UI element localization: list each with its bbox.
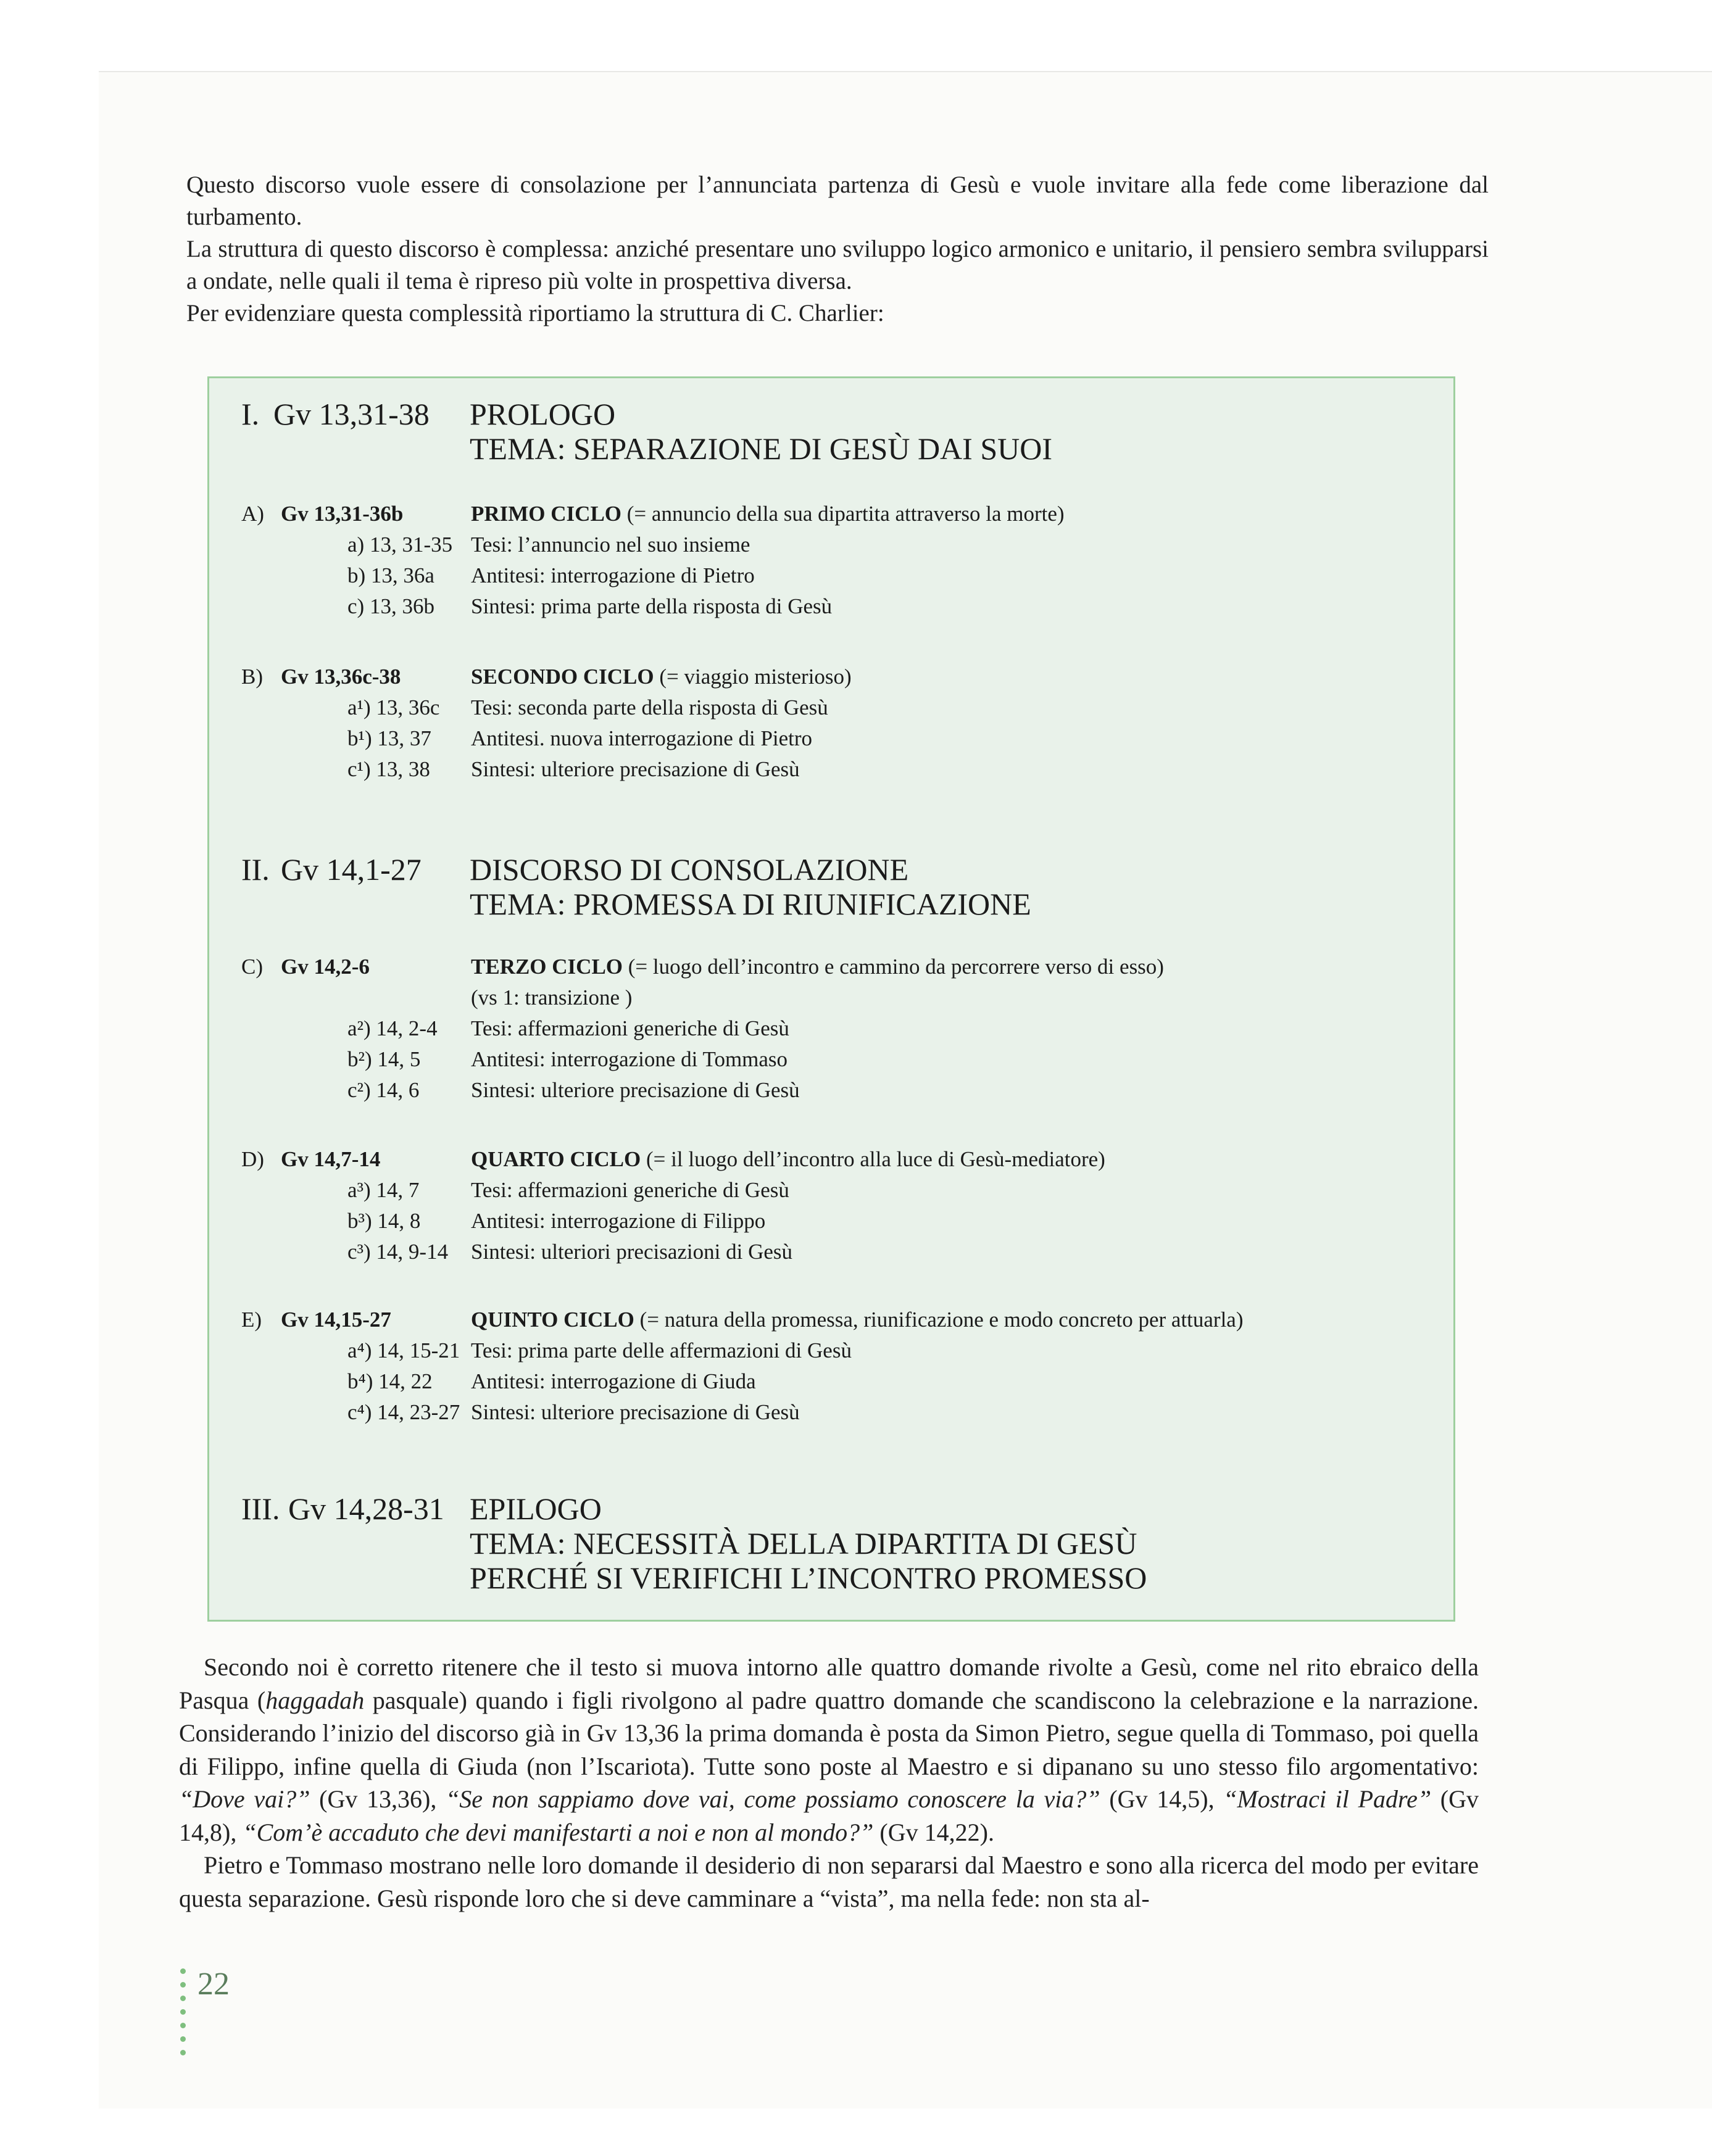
intro-paragraph-3: Per evidenziare questa complessità riportiamo la struttura di C. Charlier: <box>186 300 884 326</box>
cycle-item-text: Sintesi: prima parte della risposta di Gesù <box>471 594 833 618</box>
cycle-item-ref: c¹) 13, 38 <box>347 757 430 781</box>
cycle-item-text: Sintesi: ulteriori precisazioni di Gesù <box>471 1240 793 1264</box>
text-run-italic: haggadah <box>265 1686 365 1714</box>
cycle-desc: (= annuncio della sua dipartita attraverso la morte) <box>626 502 1065 526</box>
cycle-ref: Gv 14,7-14 <box>281 1147 381 1171</box>
section-theme: TEMA: NECESSITÀ DELLA DIPARTITA DI GESÙ <box>470 1526 1137 1561</box>
section-number: II. <box>241 852 270 887</box>
structure-panel <box>207 376 1455 1622</box>
cycle-title: QUINTO CICLO <box>471 1308 634 1332</box>
cycle-item-text: Tesi: affermazioni generiche di Gesù <box>471 1016 789 1040</box>
cycle-item-text: Antitesi: interrogazione di Filippo <box>471 1209 766 1233</box>
section-title: PROLOGO <box>470 397 616 431</box>
cycle-item-text: Tesi: l’annuncio nel suo insieme <box>471 533 750 557</box>
cycle-title: PRIMO CICLO <box>471 502 622 526</box>
dot <box>180 2036 186 2042</box>
cycle-item-text: Antitesi: interrogazione di Tommaso <box>471 1047 788 1071</box>
closing-paragraph-2 <box>179 1849 1479 1915</box>
text-run: Secondo noi è corretto ritenere che il testo si muova intorno alle quattro domande rivolte a Gesù, come nel rito ebraico della Pasqua ( <box>179 1653 1479 1714</box>
cycle-ref: Gv 13,36c-38 <box>281 665 401 689</box>
quote-1: “Dove vai?” <box>179 1785 310 1813</box>
cycle-desc: (= viaggio misterioso) <box>659 665 852 689</box>
closing-text <box>179 1651 1479 1915</box>
cycle-ref: Gv 14,15-27 <box>281 1308 391 1332</box>
cycle-item-text: Antitesi. nuova interrogazione di Pietro <box>471 726 813 750</box>
section-ref: Gv 14,1-27 <box>281 852 422 887</box>
cycle-letter: B) <box>241 665 263 689</box>
cycle-item-ref: b) 13, 36a <box>347 563 434 587</box>
cycle-title: QUARTO CICLO <box>471 1147 641 1171</box>
section-ref: Gv 14,28-31 <box>288 1491 444 1526</box>
cycle-letter: C) <box>241 955 263 979</box>
section-title: DISCORSO DI CONSOLAZIONE <box>470 852 909 887</box>
cycle-item-ref: c³) 14, 9-14 <box>347 1240 449 1264</box>
dot <box>180 1982 186 1988</box>
cycle-title: SECONDO CICLO <box>471 665 654 689</box>
dot <box>180 2050 186 2055</box>
intro-paragraph-1: Questo discorso vuole essere di consolazione per l’annunciata partenza di Gesù e vuole invitare alla fede come liberazione dal turbamento. <box>186 172 1489 230</box>
cycle-item-text: Sintesi: ulteriore precisazione di Gesù <box>471 1078 800 1102</box>
cycle-item-ref: b³) 14, 8 <box>347 1209 421 1233</box>
intro-paragraph-2: La struttura di questo discorso è complessa: anziché presentare uno sviluppo logico armonico e unitario, il pensiero sembra svilupparsi a ondate, nelle quali il tema è ripreso più volte in prospettiva diversa. <box>186 236 1489 294</box>
section-theme-line-2: PERCHÉ SI VERIFICHI L’INCONTRO PROMESSO <box>470 1561 1147 1595</box>
cycle-item-text: Antitesi: interrogazione di Giuda <box>471 1369 756 1393</box>
cycle-item-ref: c⁴) 14, 23-27 <box>347 1400 460 1424</box>
cycle-title: TERZO CICLO <box>471 955 623 979</box>
page-fold <box>99 71 1712 72</box>
cycle-note: (vs 1: transizione ) <box>471 985 633 1010</box>
cycle-item-ref: a³) 14, 7 <box>347 1178 420 1202</box>
cycle-ref: Gv 13,31-36b <box>281 502 404 526</box>
text-run: Pietro e Tommaso mostrano nelle loro domande il desiderio di non separarsi dal Maestro e sono alla ricerca del modo per evitare questa separazione. Gesù risponde loro che si deve camminare a “vista”, ma nella fede: non sta al- <box>179 1851 1479 1912</box>
cycle-item-ref: b⁴) 14, 22 <box>347 1369 433 1393</box>
text-run: pasquale) quando i figli rivolgono al padre quattro domande che scandiscono la celebrazione e la narrazione. Considerando l’inizio del discorso già in Gv 13,36 la prima domanda è posta da Simon Pietro, segue quella di Tommaso, poi quella di Filippo, infine quella di Giuda (non l’Iscariota). Tutte sono poste al Maestro e si dipanano su uno stesso filo argomentativo: <box>179 1686 1479 1780</box>
closing-paragraph-1 <box>179 1651 1479 1849</box>
cycle-item-text: Tesi: affermazioni generiche di Gesù <box>471 1178 789 1202</box>
quote-ref-3: (Gv 14,8), <box>179 1785 1479 1846</box>
cycle-item-ref: a¹) 13, 36c <box>347 695 440 719</box>
page-dots-decoration <box>180 1968 186 2063</box>
cycle-item-ref: a²) 14, 2-4 <box>347 1016 438 1040</box>
cycle-desc: (= il luogo dell’incontro alla luce di Gesù-mediatore) <box>646 1147 1105 1171</box>
intro-text <box>186 169 1489 330</box>
section-number: I. <box>241 397 260 431</box>
quote-ref-1: (Gv 13,36), <box>310 1785 446 1813</box>
cycle-item-ref: b²) 14, 5 <box>347 1047 421 1071</box>
quote-3: “Mostraci il Padre” <box>1223 1785 1432 1813</box>
cycle-letter: A) <box>241 502 264 526</box>
cycle-ref: Gv 14,2-6 <box>281 955 370 979</box>
section-ref: Gv 13,31-38 <box>273 397 430 431</box>
cycle-item-text: Sintesi: ulteriore precisazione di Gesù <box>471 757 800 781</box>
dot <box>180 2023 186 2028</box>
cycle-desc: (= natura della promessa, riunificazione e modo concreto per attuarla) <box>639 1308 1244 1332</box>
cycle-item-text: Tesi: seconda parte della risposta di Gesù <box>471 695 828 719</box>
cycle-item-ref: c) 13, 36b <box>347 594 434 618</box>
page-number: 22 <box>197 1967 230 2002</box>
dot <box>180 2009 186 2015</box>
cycle-item-ref: a) 13, 31-35 <box>347 533 453 557</box>
section-number: III. <box>241 1491 280 1526</box>
quote-4: “Com’è accaduto che devi manifestarti a noi e non al mondo?” <box>243 1818 874 1846</box>
cycle-item-ref: a⁴) 14, 15-21 <box>347 1338 460 1362</box>
section-title: EPILOGO <box>470 1491 602 1526</box>
cycle-desc: (= luogo dell’incontro e cammino da percorrere verso di esso) <box>628 955 1164 979</box>
cycle-item-text: Antitesi: interrogazione di Pietro <box>471 563 755 587</box>
section-theme: TEMA: SEPARAZIONE DI GESÙ DAI SUOI <box>470 431 1052 466</box>
cycle-item-text: Tesi: prima parte delle affermazioni di Gesù <box>471 1338 852 1362</box>
section-theme: TEMA: PROMESSA DI RIUNIFICAZIONE <box>470 887 1031 921</box>
quote-ref-2: (Gv 14,5), <box>1100 1785 1224 1813</box>
dot <box>180 1968 186 1974</box>
cycle-letter: E) <box>241 1308 262 1332</box>
dot <box>180 1996 186 2001</box>
quote-2: “Se non sappiamo dove vai, come possiamo conoscere la via?” <box>446 1785 1100 1813</box>
quote-ref-4: (Gv 14,22). <box>873 1818 994 1846</box>
cycle-item-text: Sintesi: ulteriore precisazione di Gesù <box>471 1400 800 1424</box>
cycle-letter: D) <box>241 1147 264 1171</box>
cycle-item-ref: c²) 14, 6 <box>347 1078 420 1102</box>
cycle-item-ref: b¹) 13, 37 <box>347 726 431 750</box>
